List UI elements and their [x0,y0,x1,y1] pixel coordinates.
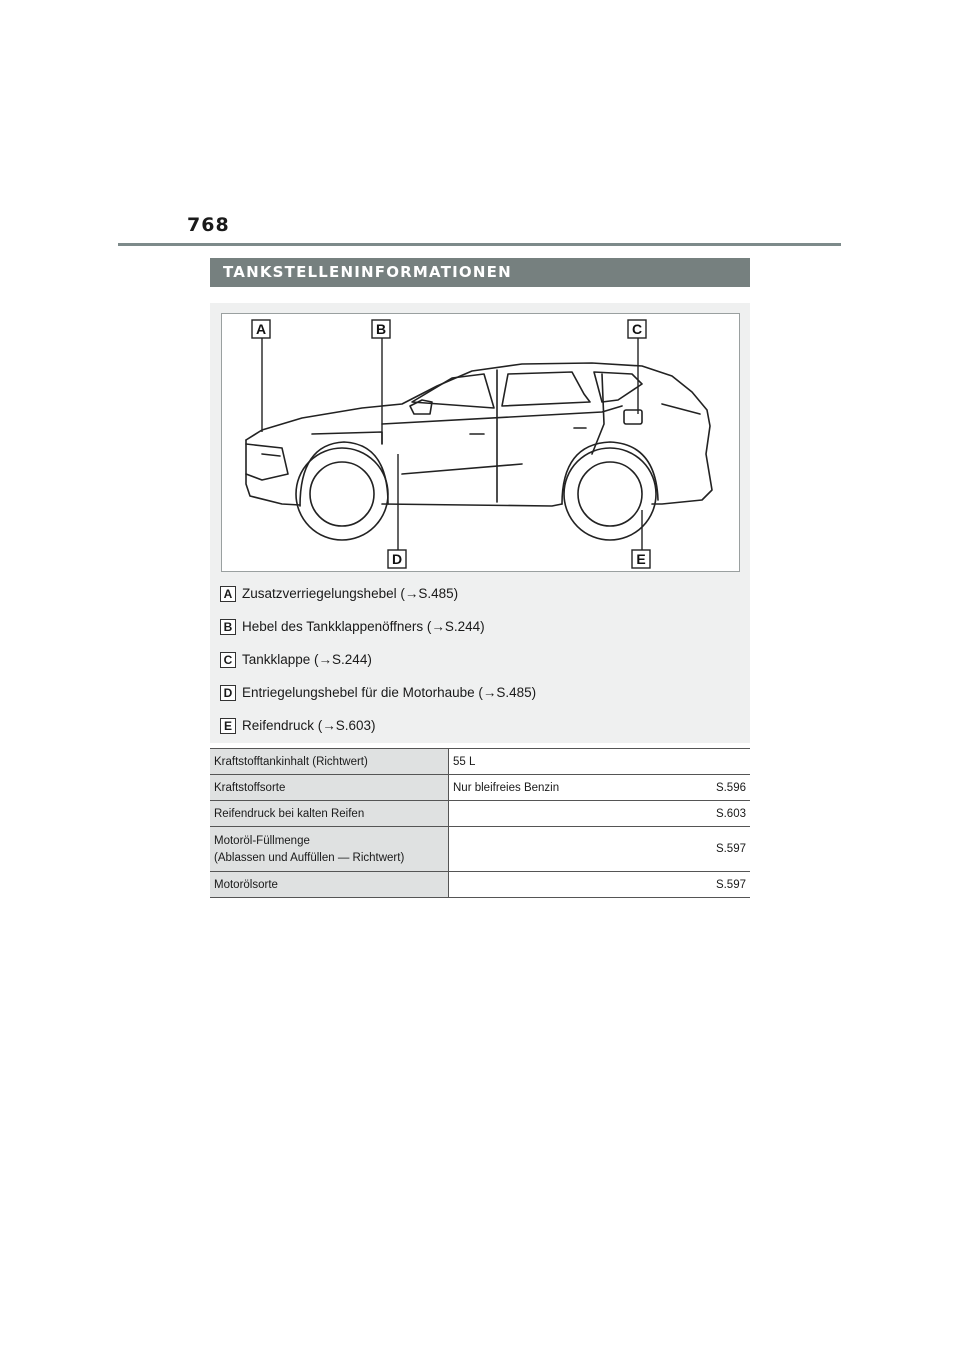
legend-text: Entriegelungshebel für die Motorhaube (→S.485) [242,685,537,700]
page-ref: S.597 [715,843,746,855]
callout-b: B [375,321,387,337]
page-ref: S.596 [715,781,746,794]
value-text: 55 L [453,755,476,768]
row-label: Reifendruck bei kalten Reifen [210,801,449,827]
legend-text: Zusatzverriegelungshebel (→S.485) [242,586,459,601]
row-label [210,827,449,872]
callout-d: D [391,551,403,567]
callout-e: E [636,551,646,567]
legend-text: Tankklappe (→S.244) [242,652,372,667]
section-header [210,258,750,287]
row-value [449,801,751,827]
callout-c: C [631,321,643,337]
header-rule [118,243,841,246]
legend-badge: A [220,586,236,602]
table-row [210,827,750,872]
section-title: TANKSTELLENINFORMATIONEN [223,263,512,281]
row-value [449,775,751,801]
page-number: 768 [187,214,230,236]
legend-badge: D [220,685,236,701]
table-row [210,872,750,898]
row-label: Motorölsorte [210,872,449,898]
table-row [210,749,750,775]
row-label: Kraftstoffsorte [210,775,449,801]
suv-side-view-illustration [222,314,741,573]
row-value [449,872,751,898]
table-row [210,801,750,827]
legend-text: Reifendruck (→S.603) [242,718,376,733]
callout-a: A [255,321,267,337]
legend-badge: E [220,718,236,734]
refuel-spec-table [210,748,750,898]
row-label-line2: (Ablassen und Auffüllen — Richtwert) [214,851,405,864]
row-value [449,749,751,775]
page-ref: S.597 [715,878,746,891]
legend-badge: B [220,619,236,635]
legend-badge: C [220,652,236,668]
page-ref: S.603 [715,807,746,820]
row-value [449,827,751,872]
value-text: Nur bleifreies Benzin [453,781,560,794]
row-label: Kraftstofftankinhalt (Richtwert) [210,749,449,775]
legend-text: Hebel des Tankklappenöffners (→S.244) [242,619,485,634]
vehicle-diagram [221,313,740,572]
table-row [210,775,750,801]
row-label-line1: Motoröl-Füllmenge [214,834,310,847]
